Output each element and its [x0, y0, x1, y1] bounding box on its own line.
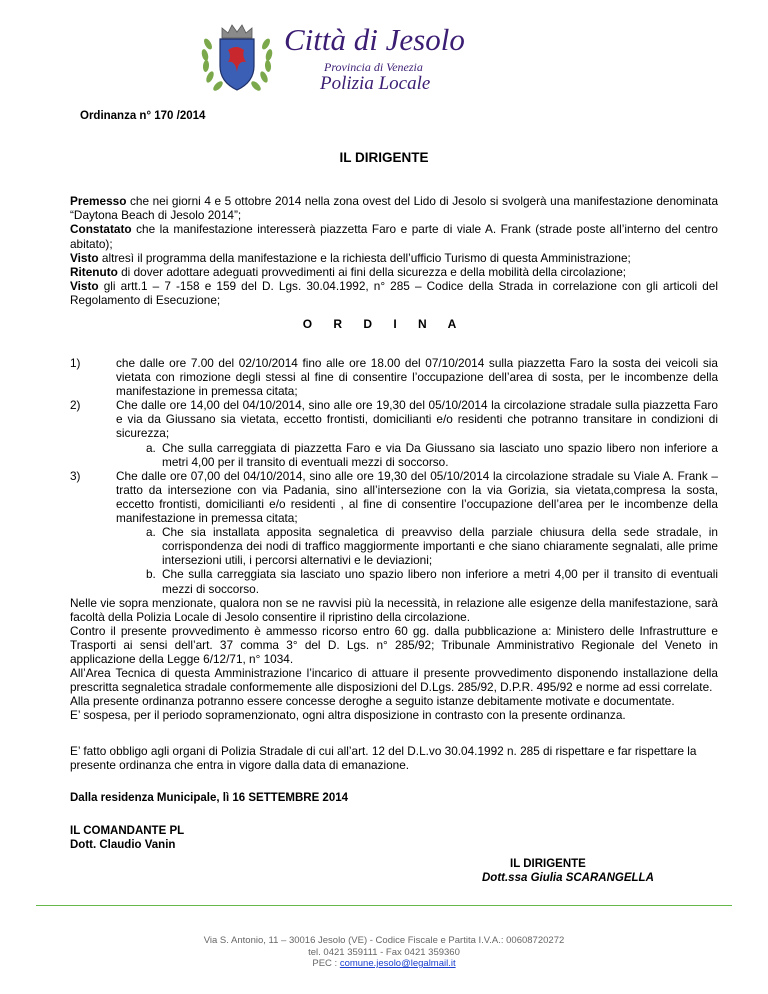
item-number: 3): [70, 468, 81, 483]
body-paragraph: Alla presente ordinanza potranno essere concesse deroghe a seguito istanze debitamente motivate e documentate.: [70, 694, 675, 709]
body-paragraph: Nelle vie sopra menzionate, qualora non se ne ravvisi più la necessità, in relazione alle esigenze della manifestazione, sarà facoltà della Polizia Locale di Jesolo consentire il ripristino della circolazione.: [70, 595, 718, 624]
subitem-letter: a.: [146, 440, 156, 455]
pec-label: PEC :: [312, 958, 340, 969]
premise-paragraph: [70, 251, 718, 265]
province-name: Provincia di Venezia: [324, 60, 423, 74]
premise-term: Ritenuto: [70, 265, 118, 280]
premise-term: Premesso: [70, 194, 127, 208]
order-item: [70, 469, 718, 525]
premise-term: Visto: [70, 279, 99, 294]
premise-text: altresì il programma della manifestazione e la richiesta dell’ufficio Turismo di questa Amministrazione;: [98, 250, 631, 265]
commander-name: Dott. Claudio Vanin: [70, 839, 176, 851]
premise-text: che nei giorni 4 e 5 ottobre 2014 nella zona ovest del Lido di Jesolo si svolgerà una manifestazione denominata “Daytona Beach di Jesolo 2014”;: [70, 194, 718, 223]
premise-text: gli artt.1 – 7 -158 e 159 del D. Lgs. 30.04.1992, n° 285 – Codice della Strada in correlazione con gli articoli del Regolamento di Esecuzione;: [70, 279, 718, 308]
signatory-title: IL DIRIGENTE: [510, 858, 586, 870]
department-name: Polizia Locale: [320, 73, 431, 94]
premise-term: Constatato: [70, 222, 132, 237]
order-item: [70, 356, 718, 398]
order-subitem: [70, 525, 718, 567]
item-text: Che dalle ore 14,00 del 04/10/2014, sino alle ore 19,30 del 05/10/2014 la circolazione stradale sulla piazzetta Faro e via da Giussano sia vietata, eccetto frontisti, domicilianti e/o residenti che potranno transitare in condizioni di sicurezza;: [116, 398, 718, 441]
premise-paragraph: [70, 222, 718, 250]
place-date: Dalla residenza Municipale, lì 16 SETTEMBRE 2014: [70, 792, 349, 804]
subitem-letter: a.: [146, 525, 156, 540]
order-subitem: [70, 567, 718, 595]
order-subitem: [70, 441, 718, 469]
subitem-text: Che sia installata apposita segnaletica di preavviso della parziale chiusura della sede stradale, in corrispondenza dei nodi di traffico maggiormente importanti e che siano chiaramente segnalati, alle prime intersezioni utili, i percorsi alternativi e le deviazioni;: [162, 525, 718, 568]
signatory-block: [482, 857, 702, 885]
ordinance-number: Ordinanza n° 170 /2014: [80, 110, 206, 122]
obligation-text: E’ fatto obbligo agli organi di Polizia Stradale di cui all’art. 12 del D.L.vo 30.04.1992 n. 285 di rispettare e far rispettare la presente ordinanza che entra in vigore dalla data di emanazione.: [70, 744, 697, 773]
footer-address: Via S. Antonio, 11 – 30016 Jesolo (VE) - Codice Fiscale e Partita I.V.A.: 00608720272: [203, 935, 565, 946]
letterhead: [0, 0, 768, 110]
footer-pec: [0, 958, 768, 970]
premise-text: che la manifestazione interesserà piazzetta Faro e parte di viale A. Frank (strade poste all’interno del centro abitato);: [70, 222, 718, 251]
order-item: [70, 398, 718, 440]
ordina-heading: O R D I N A: [302, 317, 466, 331]
premise-term: Visto: [70, 250, 99, 265]
body-paragraph: All’Area Tecnica di questa Amministrazione l’incarico di attuare il presente provvedimento disponendo installazione della prescritta segnaletica stradale conformemente alle disposizioni del D.Lgs. 285/92, D.P.R. 495/92 e norme ad essi correlate.: [70, 666, 718, 695]
premise-text: di dover adottare adeguati provvedimenti ai fini della sicurezza e della mobilità della circolazione;: [117, 265, 627, 280]
subitem-text: Che sulla carreggiata di piazzetta Faro e via Da Giussano sia lasciato uno spazio libero non inferiore a metri 4,00 per il transito di eventuali mezzi di soccorso.: [162, 440, 718, 469]
item-number: 1): [70, 356, 81, 370]
city-crest-logo: [198, 22, 276, 98]
city-name: Città di Jesolo: [284, 22, 465, 57]
ordinance-body: [70, 356, 718, 722]
item-text: Che dalle ore 07,00 del 04/10/2014, sino alle ore 19,30 del 05/10/2014 la circolazione stradale su Viale A. Frank – tratto da intersezione con via Padania, sino all’intersezione con la via Gorizia, sia vietata,compresa la sosta, eccetto frontisti, domicilianti e/o residenti , al fine di consentire l’occupazione dell’area per le incombenze della manifestazione in premessa citata;: [116, 468, 718, 526]
body-paragraph: Contro il presente provvedimento è ammesso ricorso entro 60 gg. dalla pubblicazione a: Ministero delle Infrastrutture e Trasporti ai sensi dell’art. 37 comma 3° del D. Lgs. n° 285/92; Tribunale Amministrativo Regionale del Veneto in applicazione della Legge 6/12/71, n° 1034.: [70, 623, 718, 666]
subitem-letter: b.: [146, 567, 156, 582]
premise-paragraph: [70, 265, 718, 279]
document-heading: IL DIRIGENTE: [339, 150, 429, 165]
footer-divider: [36, 905, 732, 906]
item-text: che dalle ore 7.00 del 02/10/2014 fino alle ore 18.00 del 07/10/2014 sulla piazzetta Faro la sosta dei veicoli sia vietata con rimozione degli stessi al fine di consentire l’occupazione dell’area di sosta, per le incombenze della manifestazione in premessa citata;: [116, 356, 718, 399]
commander-title: IL COMANDANTE PL: [70, 825, 185, 837]
subitem-text: Che sulla carreggiata sia lasciato uno spazio libero non inferiore a metri 4,00 per il transito di eventuali mezzi di soccorso.: [162, 567, 718, 596]
footer-phone: tel. 0421 359111 - Fax 0421 359360: [308, 946, 460, 958]
pec-email-link[interactable]: comune.jesolo@legalmail.it: [339, 958, 456, 969]
premise-paragraph: [70, 279, 718, 307]
premises-section: [70, 194, 718, 308]
body-paragraph: E’ sospesa, per il periodo sopramenzionato, ogni altra disposizione in contrasto con la presente ordinanza.: [70, 708, 626, 723]
obligation-section: [70, 744, 718, 772]
premise-paragraph: [70, 194, 718, 222]
commander-block: [70, 824, 184, 852]
signatory-name: Dott.ssa Giulia SCARANGELLA: [482, 872, 654, 884]
item-number: 2): [70, 398, 81, 413]
footer: [0, 935, 768, 970]
